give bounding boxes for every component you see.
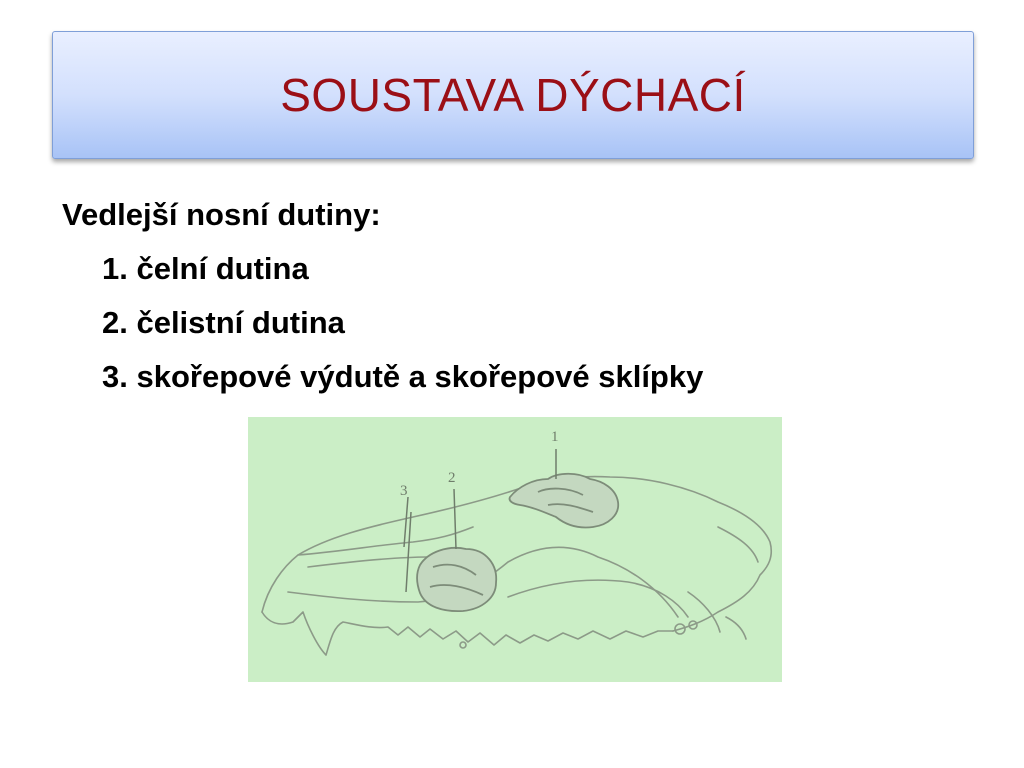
- figure-label-3: 3: [400, 483, 408, 499]
- slide-title: SOUSTAVA DÝCHACÍ: [280, 69, 746, 121]
- maxillary-sinus: [417, 548, 496, 611]
- skull-drawing: [248, 417, 782, 682]
- figure-label-1: 1: [551, 429, 559, 445]
- list-item: 3. skořepové výdutě a skořepové sklípky: [102, 359, 704, 394]
- figure-label-2: 2: [448, 470, 456, 486]
- list-heading: Vedlejší nosní dutiny:: [62, 197, 381, 232]
- list-item: 2. čelistní dutina: [102, 305, 345, 340]
- list-item: 1. čelní dutina: [102, 251, 309, 286]
- tooth-row: [262, 612, 673, 655]
- title-banner: [52, 31, 974, 159]
- slide-body: [62, 188, 703, 404]
- frontal-sinus: [510, 474, 619, 528]
- skull-illustration: [248, 417, 782, 682]
